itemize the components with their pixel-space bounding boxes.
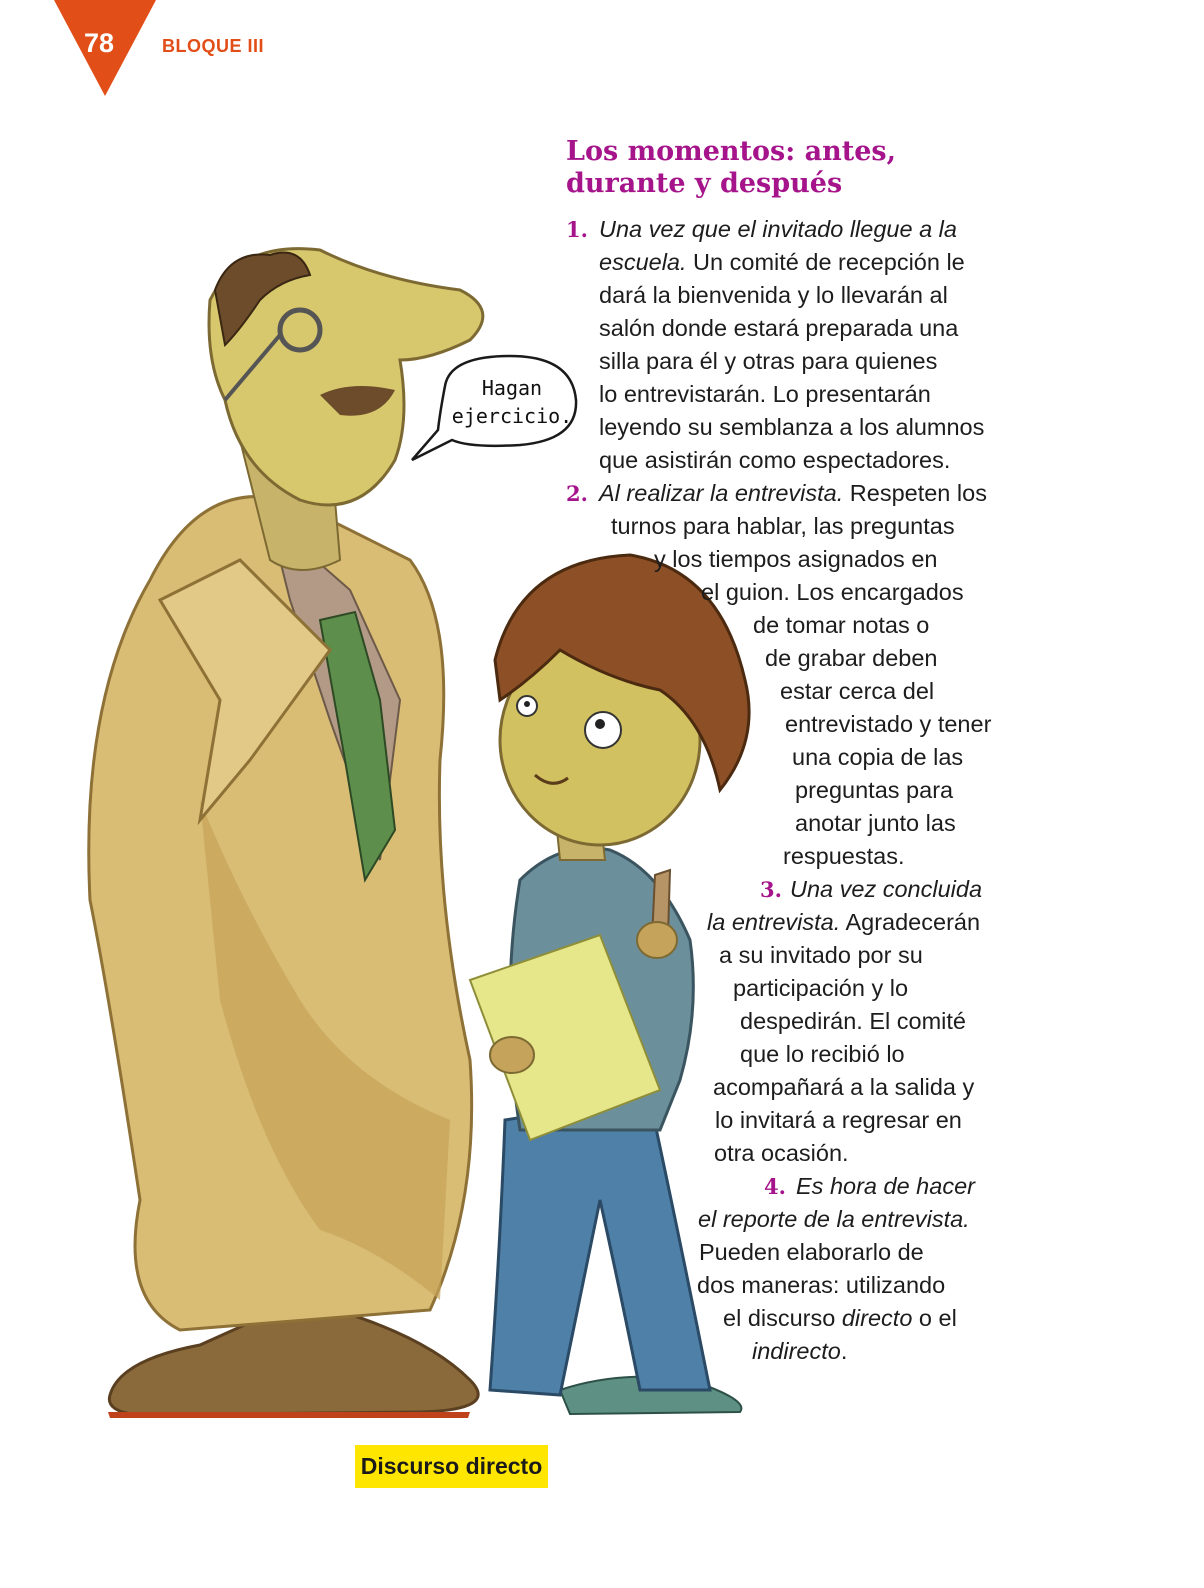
text-line: lo entrevistarán. Lo presentarán bbox=[599, 381, 931, 407]
speech-line-1: Hagan bbox=[481, 376, 543, 400]
text-line: leyendo su semblanza a los alumnos bbox=[599, 414, 985, 440]
text-line bbox=[566, 478, 588, 509]
text-line: dará la bienvenida y lo llevarán al bbox=[599, 282, 948, 308]
text-line bbox=[566, 214, 588, 245]
section-label: BLOQUE III bbox=[162, 36, 265, 56]
text-line: despedirán. El comité bbox=[740, 1008, 966, 1034]
text-line bbox=[752, 1336, 847, 1366]
text-line: estar cerca del bbox=[780, 678, 935, 704]
text-line bbox=[707, 907, 980, 937]
text-line: a su invitado por su bbox=[719, 942, 923, 968]
text-line: turnos para hablar, las preguntas bbox=[611, 513, 955, 539]
text-line: acompañará a la salida y bbox=[713, 1074, 975, 1100]
text-line: entrevistado y tener bbox=[785, 711, 992, 737]
text-line bbox=[723, 1303, 957, 1333]
text-line: que lo recibió lo bbox=[740, 1041, 905, 1067]
text-line: Es hora de hacer bbox=[796, 1173, 975, 1199]
text-line: respuestas. bbox=[783, 843, 905, 869]
text-fragment: Al realizar la entrevista. bbox=[599, 480, 844, 506]
text-fragment: Un comité de recepción le bbox=[686, 249, 965, 275]
text-line: de grabar deben bbox=[765, 645, 938, 671]
title-line-2: durante y después bbox=[566, 168, 843, 199]
text-line: salón donde estará preparada una bbox=[599, 315, 959, 341]
page-number: 78 bbox=[84, 28, 115, 58]
text-line: Una vez concluida bbox=[790, 876, 983, 902]
item-number-3: 3. bbox=[760, 877, 782, 902]
text-line: participación y lo bbox=[733, 975, 909, 1001]
text-line: anotar junto las bbox=[795, 810, 956, 836]
text-line: lo invitará a regresar en bbox=[715, 1107, 962, 1133]
item-number-4: 4. bbox=[764, 1174, 786, 1199]
text-line: y los tiempos asignados en bbox=[654, 546, 938, 572]
text-fragment: indirecto bbox=[752, 1338, 841, 1364]
section-title bbox=[566, 136, 896, 200]
text-line: silla para él y otras para quienes bbox=[599, 348, 938, 374]
text-line: el guion. Los encargados bbox=[701, 579, 964, 605]
speech-bubble-text bbox=[447, 374, 577, 430]
teacher-figure bbox=[89, 249, 483, 1418]
text-line: de tomar notas o bbox=[753, 612, 930, 638]
text-line bbox=[760, 874, 782, 905]
text-fragment: o el bbox=[912, 1305, 957, 1331]
speech-line-2: ejercicio. bbox=[451, 404, 573, 428]
text-fragment: Respeten los bbox=[843, 480, 987, 506]
text-line: Pueden elaborarlo de bbox=[699, 1239, 924, 1265]
item-number-1: 1. bbox=[566, 217, 588, 242]
text-fragment: el discurso bbox=[723, 1305, 842, 1331]
text-line bbox=[599, 247, 965, 277]
discurso-directo-label: Discurso directo bbox=[355, 1445, 548, 1488]
text-line: preguntas para bbox=[795, 777, 954, 803]
text-line: una copia de las bbox=[792, 744, 964, 770]
text-fragment: . bbox=[840, 1338, 848, 1364]
text-fragment: Agradecerán bbox=[840, 909, 981, 935]
text-line: dos maneras: utilizando bbox=[697, 1272, 946, 1298]
title-line-1: Los momentos: antes, bbox=[566, 136, 896, 167]
text-line: otra ocasión. bbox=[714, 1140, 849, 1166]
text-line: Una vez que el invitado llegue a la bbox=[599, 216, 957, 242]
text-fragment: la entrevista. bbox=[707, 909, 841, 935]
text-fragment: directo bbox=[841, 1305, 913, 1331]
text-line: que asistirán como espectadores. bbox=[599, 447, 951, 473]
text-line: el reporte de la entrevista. bbox=[698, 1206, 970, 1232]
item-number-2: 2. bbox=[566, 481, 588, 506]
text-line bbox=[599, 478, 987, 508]
text-line bbox=[764, 1171, 786, 1202]
text-fragment: escuela. bbox=[599, 249, 687, 275]
